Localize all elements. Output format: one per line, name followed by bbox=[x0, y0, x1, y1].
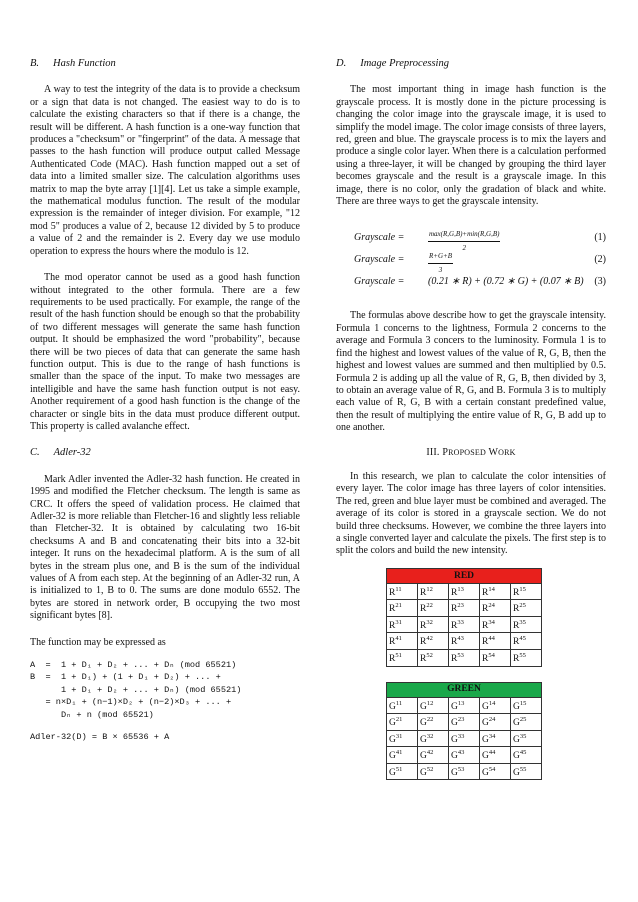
red-intensity-table bbox=[386, 568, 542, 667]
adler-paragraph-1: Mark Adler invented the Adler-32 hash function. He created in 1995 and modified the Fletcher checksum. The length is same as CRC. It offers the speed of validation process. He claimed that Adler-32 is more reliable than Fletcher-16 and slightly less reliable than Fletcher-32. It is obtained by calculating two 16-bit checksums A and B and concatenating their bits into a 32-bit integer. It runs on the hexadecimal platform. A is the sum of all bytes in the stream plus one, and B is the sum of the individual values of A from each step. At the beginning of an Adler-32 run, A is initialized to 1, B to 0. The sums are done modulo 6552. The bytes are stored in network order, B occupying the two most significant bytes [8]. bbox=[30, 473, 300, 622]
section-heading-preprocessing bbox=[336, 58, 606, 70]
green-intensity-table bbox=[386, 682, 542, 781]
hash-function-paragraph-2: The mod operator cannot be used as a good hash function without integrated to the other formula. There are a few requirements to be used practically. For example, the range of the result of the hash function should be enough so that the probability of two different messages will generate the same hash function output. It should be emphasized the word "probability", because there will be two pieces of data that can generate the same hash function output. This is due to the range of hash functions is smaller than the space of the input. To make two messages are intelligible and have the same hash function output is not easy. Another requirement of a good hash function is the change of the character or single bits in the data must produce different output. This property is called avalanche effect. bbox=[30, 272, 300, 432]
table-cell bbox=[511, 763, 542, 780]
cell-letter: G bbox=[420, 718, 427, 729]
cell-letter: R bbox=[451, 604, 458, 615]
cell-letter: G bbox=[420, 751, 427, 762]
proposed-paragraph-1: In this research, we plan to calculate the color intensities of every layer. The color image has three layers of color intensities. The red, green and blue layer must be combined and averaged. The average of its color is stored in a grayscale section. We do not build three checksums. However, we combine the three layers into a single converted layer and calculate the pixels. The first step is to split the colors and build the new intensity. bbox=[336, 470, 606, 557]
cell-letter: R bbox=[389, 587, 396, 598]
cell-superscript: 31 bbox=[395, 618, 402, 626]
cell-letter: G bbox=[513, 718, 520, 729]
table-cell bbox=[418, 633, 449, 650]
cell-superscript: 23 bbox=[457, 602, 464, 610]
cell-superscript: 12 bbox=[426, 585, 433, 593]
cell-superscript: 52 bbox=[426, 765, 434, 773]
cell-letter: G bbox=[389, 734, 396, 745]
cell-letter: R bbox=[420, 604, 427, 615]
cell-superscript: 55 bbox=[519, 765, 527, 773]
equation-lhs: Grayscale = bbox=[354, 276, 405, 288]
table-cell bbox=[387, 730, 418, 747]
cell-letter: G bbox=[389, 718, 396, 729]
table-row bbox=[387, 600, 542, 617]
adler-paragraph-2: The function may be expressed as bbox=[30, 636, 166, 648]
cell-letter: R bbox=[482, 637, 489, 648]
cell-superscript: 25 bbox=[519, 716, 527, 724]
table-cell bbox=[511, 633, 542, 650]
cell-superscript: 25 bbox=[519, 602, 526, 610]
heading-part: ORK bbox=[498, 447, 516, 457]
table-row bbox=[387, 730, 542, 747]
cell-superscript: 45 bbox=[519, 635, 526, 643]
equation-1 bbox=[336, 228, 606, 250]
cell-superscript: 15 bbox=[519, 699, 527, 707]
table-row bbox=[387, 633, 542, 650]
equation-number: (2) bbox=[594, 254, 606, 266]
cell-letter: R bbox=[482, 587, 489, 598]
table-cell bbox=[449, 714, 480, 731]
heading-text: Hash Function bbox=[53, 58, 116, 69]
table-cell bbox=[511, 747, 542, 764]
table-cell bbox=[449, 763, 480, 780]
table-cell bbox=[480, 650, 511, 667]
table-cell bbox=[511, 714, 542, 731]
heading-text: Image Preprocessing bbox=[360, 58, 449, 69]
cell-superscript: 53 bbox=[457, 765, 465, 773]
cell-superscript: 13 bbox=[457, 585, 464, 593]
cell-letter: R bbox=[420, 587, 427, 598]
table-row bbox=[387, 616, 542, 633]
equation-lhs: Grayscale = bbox=[354, 254, 405, 266]
cell-letter: R bbox=[451, 621, 458, 632]
adler-result-code: Adler-32(D) = B × 65536 + A bbox=[30, 732, 170, 743]
cell-superscript: 42 bbox=[426, 749, 434, 757]
table-cell bbox=[387, 714, 418, 731]
table-cell bbox=[387, 763, 418, 780]
table-row bbox=[387, 714, 542, 731]
section-heading-adler bbox=[30, 447, 300, 459]
table-cell bbox=[387, 633, 418, 650]
cell-superscript: 21 bbox=[395, 602, 402, 610]
cell-letter: R bbox=[420, 654, 427, 665]
cell-letter: G bbox=[513, 751, 520, 762]
equation-2 bbox=[336, 250, 606, 272]
cell-letter: G bbox=[451, 718, 458, 729]
cell-letter: R bbox=[451, 587, 458, 598]
heading-part: ROPOSED bbox=[448, 447, 486, 457]
cell-superscript: 43 bbox=[457, 749, 465, 757]
cell-superscript: 23 bbox=[457, 716, 465, 724]
table-cell bbox=[449, 600, 480, 617]
table-cell bbox=[449, 633, 480, 650]
table-cell bbox=[449, 616, 480, 633]
cell-letter: G bbox=[513, 734, 520, 745]
table-cell bbox=[480, 714, 511, 731]
cell-superscript: 51 bbox=[395, 765, 403, 773]
cell-superscript: 31 bbox=[395, 732, 403, 740]
table-cell bbox=[418, 650, 449, 667]
cell-superscript: 35 bbox=[519, 732, 527, 740]
cell-superscript: 42 bbox=[426, 635, 433, 643]
cell-letter: G bbox=[451, 734, 458, 745]
equation-rhs: (0.21 ∗ R) + (0.72 ∗ G) + (0.07 ∗ B) bbox=[428, 276, 584, 288]
cell-superscript: 15 bbox=[519, 585, 526, 593]
cell-superscript: 24 bbox=[488, 602, 495, 610]
cell-letter: R bbox=[389, 654, 396, 665]
cell-letter: G bbox=[420, 768, 427, 778]
cell-letter: R bbox=[482, 621, 489, 632]
table-cell bbox=[418, 583, 449, 600]
cell-superscript: 14 bbox=[488, 699, 496, 707]
cell-superscript: 54 bbox=[488, 765, 496, 773]
table-cell bbox=[418, 763, 449, 780]
cell-letter: G bbox=[482, 701, 489, 712]
table-cell bbox=[387, 616, 418, 633]
cell-letter: R bbox=[420, 637, 427, 648]
cell-letter: G bbox=[482, 768, 489, 778]
table-cell bbox=[480, 633, 511, 650]
table-cell bbox=[387, 583, 418, 600]
cell-letter: R bbox=[451, 637, 458, 648]
cell-letter: R bbox=[482, 654, 489, 665]
green-table-title: GREEN bbox=[387, 682, 542, 697]
cell-letter: G bbox=[513, 768, 520, 778]
table-cell bbox=[511, 600, 542, 617]
table-cell bbox=[480, 616, 511, 633]
cell-letter: R bbox=[420, 621, 427, 632]
table-cell bbox=[480, 730, 511, 747]
table-cell bbox=[480, 600, 511, 617]
cell-superscript: 44 bbox=[488, 749, 496, 757]
table-row bbox=[387, 747, 542, 764]
table-row bbox=[387, 583, 542, 600]
red-table-title: RED bbox=[387, 568, 542, 583]
table-cell bbox=[511, 697, 542, 714]
cell-superscript: 21 bbox=[395, 716, 403, 724]
cell-letter: R bbox=[513, 604, 520, 615]
cell-letter: G bbox=[389, 701, 396, 712]
table-cell bbox=[418, 714, 449, 731]
equation-number: (1) bbox=[594, 232, 606, 244]
cell-superscript: 53 bbox=[457, 652, 464, 660]
heading-part: III. P bbox=[426, 446, 449, 458]
table-cell bbox=[418, 730, 449, 747]
cell-letter: G bbox=[451, 768, 458, 778]
table-cell bbox=[387, 600, 418, 617]
table-cell bbox=[418, 697, 449, 714]
cell-superscript: 14 bbox=[488, 585, 495, 593]
table-cell bbox=[449, 697, 480, 714]
cell-superscript: 54 bbox=[488, 652, 495, 660]
cell-superscript: 33 bbox=[457, 732, 465, 740]
table-cell bbox=[480, 697, 511, 714]
cell-superscript: 24 bbox=[488, 716, 496, 724]
table-row bbox=[387, 697, 542, 714]
table-cell bbox=[449, 747, 480, 764]
table-cell bbox=[480, 763, 511, 780]
cell-superscript: 41 bbox=[395, 749, 403, 757]
cell-superscript: 22 bbox=[426, 602, 433, 610]
cell-letter: G bbox=[451, 701, 458, 712]
cell-superscript: 41 bbox=[395, 635, 402, 643]
cell-letter: G bbox=[482, 734, 489, 745]
table-row bbox=[387, 650, 542, 667]
left-column bbox=[30, 58, 300, 744]
cell-superscript: 32 bbox=[426, 618, 433, 626]
cell-letter: R bbox=[513, 654, 520, 665]
table-cell bbox=[418, 616, 449, 633]
cell-superscript: 55 bbox=[519, 652, 526, 660]
table-cell bbox=[387, 747, 418, 764]
cell-letter: R bbox=[451, 654, 458, 665]
cell-superscript: 11 bbox=[395, 585, 402, 593]
table-cell bbox=[418, 747, 449, 764]
cell-letter: R bbox=[513, 637, 520, 648]
table-cell bbox=[387, 650, 418, 667]
cell-letter: G bbox=[451, 751, 458, 762]
cell-superscript: 11 bbox=[395, 699, 403, 707]
cell-superscript: 44 bbox=[488, 635, 495, 643]
table-cell bbox=[511, 730, 542, 747]
cell-letter: R bbox=[513, 621, 520, 632]
cell-superscript: 13 bbox=[457, 699, 465, 707]
cell-superscript: 32 bbox=[426, 732, 434, 740]
heading-number: D. bbox=[336, 58, 347, 69]
table-cell bbox=[511, 650, 542, 667]
table-row bbox=[387, 763, 542, 780]
cell-letter: G bbox=[389, 768, 396, 778]
table-cell bbox=[387, 697, 418, 714]
right-column bbox=[336, 58, 606, 780]
table-cell bbox=[449, 583, 480, 600]
cell-superscript: 45 bbox=[519, 749, 527, 757]
cell-superscript: 52 bbox=[426, 652, 433, 660]
hash-function-paragraph-1: A way to test the integrity of the data is to provide a checksum or a sign that data is not changed. The easiest way to do is to calculate the existing characters so that if there is a change, the result will be different. A hash function is a one-way function that produces a "checksum" or "fingerprint" of the data. A message that passes to the hash function will produce output called Message Authenticated Code (MAC). Hash function mapped out a set of data into a limited smaller size. The calculation algorithms uses matrix to map the byte array [1][4]. Let us take a simple example, the mathematical modulus function. The result of the modular expression is the remainder of integer division. For example, "12 mod 5" produces a value of 2, because 12 divided by 5 to produce a value of 2 and the remainder is 2. Every day we use modulo operation to express the hours where the modulo is 12. bbox=[30, 84, 300, 257]
section-heading-hash-function bbox=[30, 58, 300, 70]
cell-letter: G bbox=[420, 734, 427, 745]
cell-letter: R bbox=[389, 621, 396, 632]
cell-superscript: 12 bbox=[426, 699, 434, 707]
cell-superscript: 33 bbox=[457, 618, 464, 626]
table-cell bbox=[480, 583, 511, 600]
cell-letter: G bbox=[482, 751, 489, 762]
cell-letter: G bbox=[389, 751, 396, 762]
adler-formula-code: A = 1 + D₁ + D₂ + ... + Dₙ (mod 65521) B = 1 + D₁) + (1 + D₁ + D₂) + ... + 1 + D₁ + D₂ + ... + Dₙ) (mod 65521) = n×D₁ + (n−1)×D₂ + (n−2)×D₃ + ... + Dₙ + n (mod 65521) bbox=[30, 660, 242, 720]
cell-letter: G bbox=[482, 718, 489, 729]
fraction-numerator: R+G+B bbox=[428, 250, 453, 263]
equation-number: (3) bbox=[594, 276, 606, 288]
table-cell bbox=[449, 730, 480, 747]
cell-letter: R bbox=[513, 587, 520, 598]
fraction-denominator: 2 bbox=[462, 243, 466, 252]
heading-number: B. bbox=[30, 58, 40, 69]
table-cell bbox=[418, 600, 449, 617]
table-cell bbox=[511, 616, 542, 633]
equation-3 bbox=[336, 272, 606, 294]
table-cell bbox=[449, 650, 480, 667]
cell-letter: R bbox=[389, 604, 396, 615]
cell-letter: G bbox=[513, 701, 520, 712]
fraction-numerator: max(R,G,B)+min(R,G,B) bbox=[428, 228, 500, 241]
table-cell bbox=[511, 583, 542, 600]
heading-number: C. bbox=[30, 447, 40, 459]
cell-letter: G bbox=[420, 701, 427, 712]
fraction-denominator: 3 bbox=[438, 265, 443, 274]
cell-superscript: 22 bbox=[426, 716, 434, 724]
cell-superscript: 51 bbox=[395, 652, 402, 660]
cell-superscript: 35 bbox=[519, 618, 526, 626]
cell-letter: R bbox=[389, 637, 396, 648]
table-cell bbox=[480, 747, 511, 764]
cell-superscript: 43 bbox=[457, 635, 464, 643]
cell-letter: R bbox=[482, 604, 489, 615]
heading-part: W bbox=[485, 446, 499, 458]
heading-text: Adler-32 bbox=[53, 447, 91, 459]
equation-lhs: Grayscale = bbox=[354, 232, 405, 244]
cell-superscript: 34 bbox=[488, 618, 495, 626]
cell-superscript: 34 bbox=[488, 732, 496, 740]
preprocessing-paragraph-1: The most important thing in image hash function is the grayscale process. It is mostly done in the picture processing is changing the color image into the grayscale image, it is used to simplify the model image. The color image consists of three layers, red, green and blue. The grayscale process is to mix the layers and produce a single color layer. When there is a calculation performed using a three-layer, it will be changed by grouping the third layer becomes grayscale and the result is a grayscale image. In this image, there is no color, only the gradation of black and white. There are three ways to get the grayscale intensity. bbox=[336, 84, 606, 208]
preprocessing-paragraph-2: The formulas above describe how to get the grayscale intensity. Formula 1 concerns to the lightness, Formula 2 concerns to the average and Formula 3 concers to the luminosity. Formula 1 is to find the highest and lowest values of the value of R, G, B, then the highest and lowest values are summed and then multiplied by 0.5. Formula 2 is adding up all the value of R, G, B, then divided by 3, to obtain an average value of R, G, and B. Formula 3 is to multiply each value of R, G, B with a certain constant predefined value, then the result of multiplying the entire value of R, G, B add up to one another. bbox=[336, 310, 606, 434]
section-heading-proposed-work bbox=[336, 447, 606, 459]
